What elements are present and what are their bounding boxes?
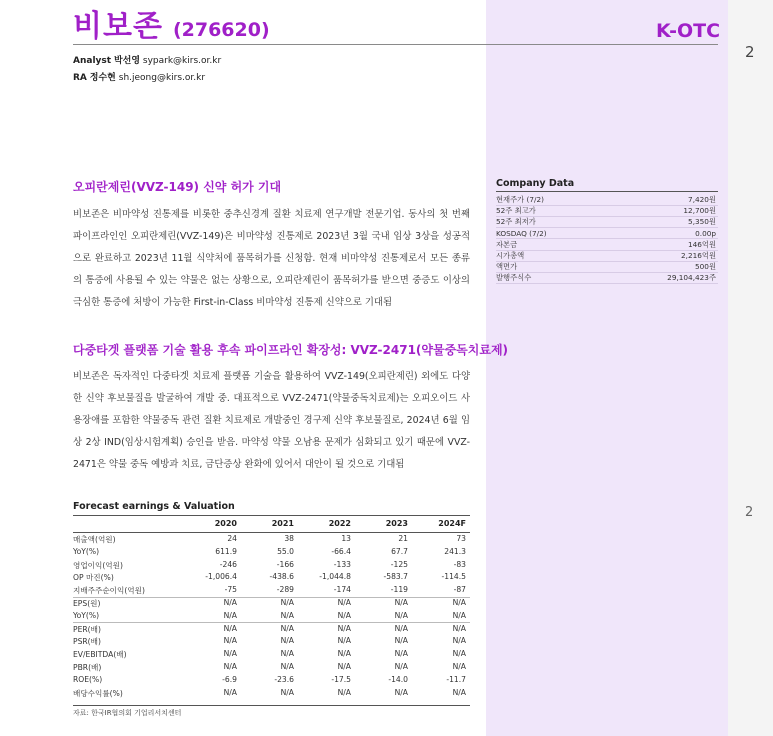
forecast-row-label: EV/EBITDA(배): [73, 650, 127, 660]
company-data-value: 146억원: [687, 239, 716, 249]
forecast-cell: N/A: [452, 662, 466, 671]
company-data-value: 5,350원: [688, 217, 716, 227]
forecast-cell: N/A: [337, 598, 351, 607]
analyst-name: 박선영: [113, 56, 141, 66]
forecast-cell: -166: [276, 559, 294, 569]
forecast-row: [73, 649, 470, 661]
forecast-row-label: 배당수익률(%): [73, 688, 123, 698]
forecast-row: [73, 662, 470, 674]
forecast-cell: N/A: [223, 636, 237, 646]
forecast-row-label: YoY(%): [73, 610, 100, 620]
forecast-cell: -14.0: [388, 674, 408, 684]
forecast-cell: N/A: [223, 649, 237, 659]
company-data-label: 액면가: [496, 262, 518, 272]
forecast-cell: N/A: [394, 649, 408, 659]
forecast-cell: N/A: [280, 687, 294, 697]
forecast-cell: 13: [341, 534, 351, 543]
forecast-cell: N/A: [394, 636, 408, 646]
forecast-cell: N/A: [223, 610, 237, 620]
company-data-separator: [496, 283, 718, 284]
forecast-cell: N/A: [452, 610, 466, 620]
forecast-row-label: PBR(배): [73, 663, 102, 672]
forecast-cell: -133: [333, 559, 351, 569]
section-title-2: 다중타겟 플랫폼 기술 활용 후속 파이프라인 확장성: VVZ-2471(약물중독치료제): [73, 343, 509, 357]
forecast-cell: 55.0: [277, 546, 294, 556]
forecast-year-header: 2022: [328, 519, 351, 528]
forecast-cell: N/A: [223, 598, 237, 607]
forecast-cell: N/A: [452, 649, 466, 659]
company-data-label: 발행주식수: [496, 273, 532, 283]
forecast-cell: -114.5: [441, 572, 466, 582]
company-title: [73, 1, 270, 45]
forecast-cell: 73: [456, 534, 466, 543]
forecast-cell: 38: [284, 534, 294, 543]
company-data-value: 2,216억원: [681, 251, 716, 260]
forecast-cell: -583.7: [383, 572, 408, 582]
forecast-cell: -119: [390, 585, 408, 595]
forecast-cell: N/A: [223, 623, 237, 633]
sidebar-background: [486, 0, 728, 736]
forecast-cell: -23.6: [274, 674, 294, 684]
forecast-cell: N/A: [337, 662, 351, 671]
forecast-cell: N/A: [337, 649, 351, 659]
header-rule: [73, 44, 718, 45]
forecast-cell: N/A: [452, 598, 466, 607]
company-data-label: 현재주가 (7/2): [496, 195, 544, 204]
forecast-cell: -66.4: [331, 546, 351, 556]
forecast-cell: N/A: [337, 636, 351, 646]
forecast-row: [73, 636, 470, 648]
company-data-label: 52주 최고가: [496, 206, 536, 216]
forecast-row-label: PSR(배): [73, 637, 101, 647]
forecast-cell: -83: [453, 559, 466, 569]
forecast-cell: N/A: [394, 623, 408, 633]
forecast-cell: N/A: [223, 687, 237, 697]
forecast-cell: -75: [224, 585, 237, 595]
forecast-row: [73, 675, 470, 687]
forecast-cell: 24: [227, 534, 237, 543]
forecast-row: [73, 560, 470, 572]
forecast-cell: -174: [333, 585, 351, 595]
forecast-cell: -438.6: [269, 572, 294, 582]
ra-line: [73, 70, 205, 83]
forecast-cell: -6.9: [222, 674, 237, 684]
ra-name: 정수현: [89, 73, 116, 83]
forecast-row: [73, 585, 470, 597]
company-data-label: 52주 최저가: [496, 217, 536, 227]
forecast-cell: -1,044.8: [319, 572, 351, 582]
forecast-row: [73, 624, 470, 636]
forecast-year-header: 2023: [385, 519, 408, 528]
forecast-cell: N/A: [280, 662, 294, 671]
forecast-title: Forecast earnings & Valuation: [73, 501, 235, 512]
forecast-cell: 241.3: [444, 546, 466, 556]
forecast-cell: N/A: [337, 623, 351, 633]
company-data-value: 29,104,423주: [667, 273, 716, 283]
forecast-cell: N/A: [280, 649, 294, 659]
forecast-row: [73, 534, 470, 546]
forecast-row-label: OP 마진(%): [73, 573, 114, 583]
forecast-header-rule: [73, 532, 470, 533]
forecast-row-label: ROE(%): [73, 674, 103, 684]
forecast-cell: N/A: [394, 662, 408, 671]
forecast-cell: 21: [398, 534, 408, 543]
section-body-2: 비보존은 독자적인 다중타겟 치료제 플랫폼 기술을 활용하여 VVZ-149(오피란제린) 외에도 다양한 신약 후보물질을 발굴하여 개발 중. 대표적으로 VVZ-2471(약물중독치료제)는 오피오이드 사용장애를 포함한 약물중독 관련 질환 치료제로 개발중인 경구제 신약 후보물질로, 2024년 6월 임상 2상 IND(임상시험계획) 승인을 받음. 마약성 약물 오남용 문제가 심화되고 있기 때문에 VVZ-2471은 약물 중독 예방과 치료, 금단증상 완화에 있어서 대안이 될 것으로 기대됨: [73, 371, 470, 470]
company-data-label: 자본금: [496, 239, 518, 249]
ra-email: sh.jeong@kirs.or.kr: [118, 73, 206, 83]
forecast-cell: N/A: [280, 598, 294, 607]
forecast-cell: N/A: [223, 662, 237, 671]
forecast-row: [73, 611, 470, 623]
forecast-row-label: EPS(원): [73, 599, 101, 608]
forecast-cell: -246: [219, 559, 237, 569]
forecast-cell: N/A: [394, 598, 408, 607]
forecast-cell: N/A: [337, 687, 351, 697]
section-body-1: 비보존은 비마약성 진통제를 비롯한 중추신경계 질환 치료제 연구개발 전문기업. 동사의 첫 번째 파이프라인인 오피란제린(VVZ-149)은 비마약성 진통제로 2023년 3월 국내 임상 3상을 성공적으로 완료하고 2023년 11월 식약처에 품목허가를 신청함. 현재 비마약성 진통제로서 모든 종류의 통증에 사용될 수 있는 약물은 없는 상황으로, 오피란제린이 품목허가를 받으면 중증도 이상의 극심한 통증에 처방이 가능한 First-in-Class 비마약성 진통제 신약으로 기대됨: [73, 209, 470, 308]
company-data-value: 0.00p: [695, 228, 716, 238]
forecast-cell: -17.5: [331, 674, 351, 684]
forecast-row-label: YoY(%): [73, 546, 100, 556]
forecast-cell: N/A: [280, 623, 294, 633]
forecast-cell: N/A: [452, 636, 466, 646]
company-data-label: KOSDAQ (7/2): [496, 228, 547, 238]
forecast-row: [73, 547, 470, 559]
forecast-year-header: 2020: [214, 519, 237, 528]
page-margin-strip: [728, 0, 773, 736]
company-data-value: 12,700원: [683, 206, 716, 216]
forecast-cell: N/A: [394, 610, 408, 620]
company-name: 비보존: [73, 9, 163, 44]
forecast-cell: -1,006.4: [205, 572, 237, 582]
forecast-year-header: 2024F: [438, 519, 466, 528]
forecast-row-label: 영업이익(억원): [73, 560, 123, 570]
company-data-rule: [496, 191, 718, 192]
forecast-row: [73, 598, 470, 610]
forecast-cell: N/A: [394, 687, 408, 697]
forecast-cell: N/A: [337, 610, 351, 620]
analyst-role: Analyst: [73, 56, 112, 66]
next-page-number: 2: [745, 505, 754, 520]
forecast-cell: -11.7: [446, 674, 466, 684]
forecast-cell: -87: [453, 585, 466, 595]
forecast-row-label: PER(배): [73, 624, 101, 634]
forecast-cell: N/A: [280, 636, 294, 646]
forecast-cell: -289: [276, 585, 294, 595]
section-title-1: 오피란제린(VVZ-149) 신약 허가 기대: [73, 180, 282, 194]
source-note: 자료: 한국IR협의회 기업리서치센터: [73, 709, 182, 717]
page-number: 2: [745, 43, 755, 61]
market-label: K-OTC: [656, 20, 721, 42]
company-data-title: Company Data: [496, 178, 575, 189]
forecast-row-label: 지배주주순이익(억원): [73, 586, 145, 596]
forecast-cell: N/A: [452, 623, 466, 633]
forecast-cell: N/A: [452, 687, 466, 697]
forecast-row: [73, 688, 470, 700]
forecast-cell: 67.7: [391, 546, 408, 556]
forecast-year-header: 2021: [271, 519, 294, 528]
forecast-header-row: [73, 519, 470, 531]
company-data-value: 7,420원: [688, 195, 716, 204]
company-data-label: 시가총액: [496, 251, 525, 260]
forecast-row: [73, 572, 470, 584]
forecast-row-label: 매출액(억원): [73, 535, 116, 544]
analyst-email: sypark@kirs.or.kr: [142, 56, 222, 66]
ra-role: RA: [73, 73, 87, 83]
stock-code: (276620): [172, 19, 270, 41]
company-data-value: 500원: [695, 262, 716, 272]
forecast-cell: -125: [390, 559, 408, 569]
analyst-line: [73, 53, 221, 66]
forecast-cell: 611.9: [215, 546, 237, 556]
forecast-cell: N/A: [280, 610, 294, 620]
forecast-bottom-rule: [73, 705, 470, 706]
forecast-top-rule: [73, 515, 470, 516]
